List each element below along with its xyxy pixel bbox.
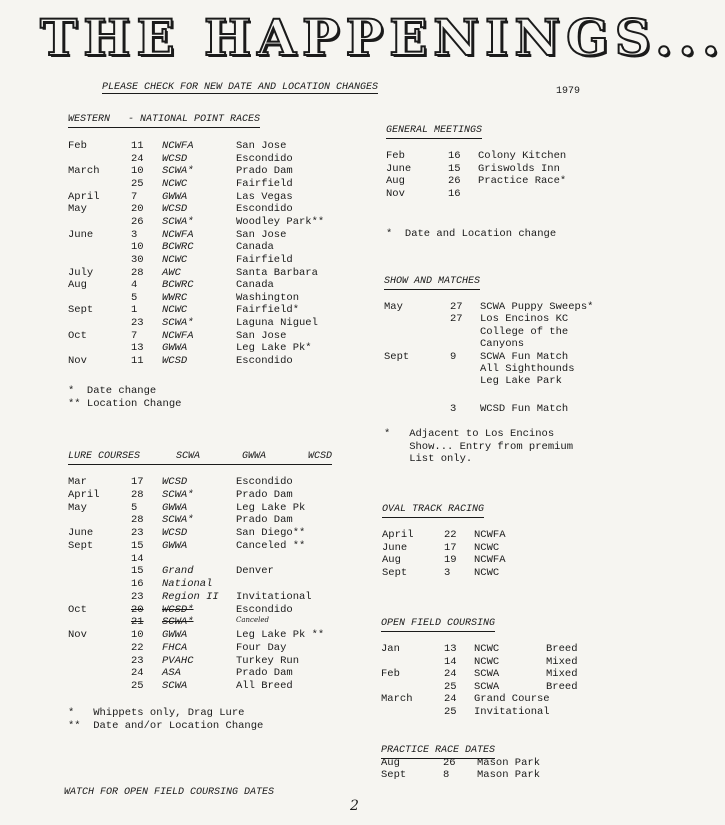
day-cell: 24 <box>131 152 144 165</box>
location-cell: San Diego** <box>236 527 306 539</box>
location-cell: Leg Lake Pk <box>236 501 306 514</box>
club-cell: GWWA <box>162 342 188 355</box>
note-line: * Adjacent to Los Encinos <box>384 428 555 440</box>
table-row <box>68 241 328 253</box>
location-cell: Santa Barbara <box>236 266 318 279</box>
day-cell: 11 <box>131 140 144 152</box>
month-cell: Sept <box>381 769 407 782</box>
table-row <box>381 757 641 769</box>
table-row <box>386 175 646 187</box>
day-cell: 30 <box>131 253 144 266</box>
club-cell: Griswolds Inn <box>478 162 560 175</box>
lure-heading: LURE COURSES SCWA GWWA WCSD <box>68 451 332 465</box>
month-cell: April <box>382 529 414 541</box>
general-note: * Date and Location change <box>386 228 557 240</box>
club-cell: AWC <box>162 266 181 279</box>
month-cell: Jan <box>381 643 400 655</box>
location-cell: Washington <box>236 291 300 304</box>
table-row <box>68 203 328 215</box>
location-cell: Denver <box>236 565 274 578</box>
newsletter-title: THE HAPPENINGS... <box>40 8 725 67</box>
table-row <box>384 403 644 415</box>
club-cell: ASA <box>162 667 181 680</box>
day-cell: 26 <box>131 215 144 228</box>
location-cell: San Jose <box>236 228 287 241</box>
month-cell: Aug <box>386 175 405 187</box>
table-row <box>68 565 328 577</box>
location-cell: Canada <box>236 241 274 254</box>
location-cell: Prado Dam <box>236 514 293 527</box>
month-cell: Feb <box>68 140 87 152</box>
shows-heading: SHOW AND MATCHES <box>384 276 480 290</box>
page-number: 2 <box>350 798 359 814</box>
day-cell: 17 <box>131 476 144 488</box>
day-cell: 7 <box>131 190 138 203</box>
day-cell: 20 <box>131 203 144 216</box>
table-row <box>68 330 328 342</box>
note-line: Show... Entry from premium <box>384 440 574 453</box>
table-row <box>386 150 646 162</box>
table-row <box>68 578 328 590</box>
location-cell: Prado Dam <box>236 667 293 680</box>
date-change-banner: PLEASE CHECK FOR NEW DATE AND LOCATION CHANGES <box>102 82 379 93</box>
month-cell: Nov <box>386 187 405 200</box>
day-cell: 17 <box>444 541 457 554</box>
day-cell: 23 <box>131 590 144 603</box>
table-row <box>68 304 328 316</box>
club-cell: NCWC <box>474 566 500 579</box>
club-cell: National <box>162 578 213 590</box>
day-cell: 28 <box>131 488 144 501</box>
location-cell: Prado Dam <box>236 488 293 501</box>
location-cell: San Jose <box>236 329 287 342</box>
western-heading: WESTERN - NATIONAL POINT RACES <box>68 114 260 128</box>
table-row <box>386 163 646 175</box>
month-cell: April <box>68 190 100 203</box>
table-row <box>68 680 328 692</box>
month-cell: May <box>68 501 87 514</box>
club-cell: NCWC <box>162 177 188 190</box>
club-cell: WCSD <box>162 476 188 488</box>
table-row <box>68 254 328 266</box>
club-cell: SCWA* <box>162 488 194 501</box>
club-cell: Mason Park <box>477 757 541 769</box>
month-cell: Sept <box>68 539 94 552</box>
year: 1979 <box>556 86 581 97</box>
month-cell: June <box>386 162 412 175</box>
table-row <box>68 527 328 539</box>
table-row <box>68 489 328 501</box>
club-cell: NCWC <box>474 655 500 668</box>
day-cell: 7 <box>131 329 138 342</box>
day-cell: 9 <box>450 350 457 363</box>
club-cell: NCWFA <box>162 228 194 241</box>
location-cell: Turkey Run <box>236 654 300 667</box>
table-row <box>68 629 328 641</box>
table-row <box>68 655 328 667</box>
month-cell: Sept <box>384 350 410 363</box>
table-row <box>68 317 328 329</box>
month-cell: March <box>68 165 100 178</box>
month-cell: Feb <box>386 150 405 162</box>
month-cell: Aug <box>381 757 400 769</box>
table-row <box>384 313 644 325</box>
day-cell: 22 <box>444 529 457 541</box>
day-cell: 13 <box>444 643 457 655</box>
month-cell: June <box>68 527 94 539</box>
club-cell: SCWA* <box>162 165 194 178</box>
location-cell: Fairfield <box>236 253 293 266</box>
day-cell: 25 <box>131 680 144 692</box>
day-cell: 16 <box>448 150 461 162</box>
location-cell: Escondido <box>236 476 293 488</box>
month-cell: Sept <box>68 304 94 317</box>
table-row <box>68 502 328 514</box>
table-row <box>68 355 328 367</box>
location-cell: Woodley Park** <box>236 215 325 228</box>
day-cell: 13 <box>131 342 144 355</box>
location-cell: Fairfield <box>236 177 293 190</box>
club-cell: Leg Lake Park <box>480 375 562 388</box>
oval-heading: OVAL TRACK RACING <box>382 504 484 518</box>
club-cell: WCSD <box>162 355 188 368</box>
day-cell: 5 <box>131 291 138 304</box>
table-row <box>68 540 328 552</box>
club-cell: NCWC <box>474 541 500 554</box>
club-cell: NCWFA <box>162 140 194 152</box>
day-cell: 24 <box>131 667 144 680</box>
table-row <box>382 567 642 579</box>
table-row <box>68 514 328 526</box>
table-row <box>381 706 641 718</box>
day-cell: 23 <box>131 317 144 330</box>
day-cell: 23 <box>131 654 144 667</box>
month-cell: June <box>68 228 94 241</box>
table-row <box>68 642 328 654</box>
practice-heading: PRACTICE RACE DATES <box>381 745 495 759</box>
location-cell: San Jose <box>236 140 287 152</box>
day-cell: 16 <box>448 187 461 200</box>
open-field-footer: WATCH FOR OPEN FIELD COURSING DATES <box>64 787 275 798</box>
location-cell: Escondido <box>236 152 293 165</box>
club-cell: Grand <box>162 565 194 578</box>
general-heading: GENERAL MEETINGS <box>386 125 482 139</box>
table-row <box>384 363 644 375</box>
club-cell: Practice Race* <box>478 175 567 187</box>
day-cell: 23 <box>131 527 144 539</box>
club-cell: GWWA <box>162 629 188 641</box>
month-cell: Nov <box>68 629 87 641</box>
location-cell: Breed <box>546 643 578 655</box>
month-cell: Nov <box>68 355 87 368</box>
day-cell: 3 <box>444 566 451 579</box>
club-cell: Los Encinos KC <box>480 313 569 326</box>
location-cell: Invitational <box>236 590 312 603</box>
day-cell: 14 <box>131 552 144 565</box>
table-row <box>68 591 328 603</box>
club-cell: WCSD Fun Match <box>480 403 569 415</box>
club-cell: SCWA Fun Match <box>480 350 569 363</box>
location-cell: Four Day <box>236 641 287 654</box>
table-row <box>68 667 328 679</box>
day-cell: 4 <box>131 279 138 292</box>
table-row <box>382 542 642 554</box>
day-cell: 24 <box>444 668 457 680</box>
location-cell: Mixed <box>546 668 578 680</box>
club-cell: SCWA* <box>162 215 194 228</box>
location-cell: Canada <box>236 279 274 292</box>
day-cell: 27 <box>450 301 463 313</box>
month-cell: Sept <box>382 566 408 579</box>
club-cell: Invitational <box>474 705 550 718</box>
day-cell: 27 <box>450 313 463 326</box>
club-cell: SCWA Puppy Sweeps* <box>480 301 594 313</box>
location-cell: Leg Lake Pk ** <box>236 629 325 641</box>
table-row <box>68 165 328 177</box>
table-row <box>381 668 641 680</box>
month-cell: Aug <box>382 554 401 566</box>
table-row <box>384 301 644 313</box>
table-row <box>68 191 328 203</box>
location-cell: Fairfield* <box>236 304 300 317</box>
note-line: ** Location Change <box>68 397 182 410</box>
club-cell: GWWA <box>162 190 188 203</box>
club-cell: Colony Kitchen <box>478 150 567 162</box>
note-line: * Date change <box>68 385 157 397</box>
club-cell: NCWFA <box>474 554 506 566</box>
club-cell: Grand Course <box>474 693 550 705</box>
month-cell: April <box>68 488 100 501</box>
note-line: * Whippets only, Drag Lure <box>68 707 245 719</box>
club-cell: Region II <box>162 590 219 603</box>
location-cell: Laguna Niguel <box>236 317 318 330</box>
day-cell: 8 <box>443 769 450 782</box>
club-cell: WCSD <box>162 527 188 539</box>
day-cell: 15 <box>448 162 461 175</box>
day-cell: 16 <box>131 578 144 590</box>
table-row <box>381 681 641 693</box>
club-cell: SCWA* <box>162 317 194 330</box>
month-cell: Oct <box>68 603 87 616</box>
club-cell: Canyons <box>480 338 525 351</box>
table-row <box>68 267 328 279</box>
club-cell: NCWC <box>474 643 500 655</box>
location-cell: All Breed <box>236 680 293 692</box>
location-cell: Mixed <box>546 655 578 668</box>
day-cell: 28 <box>131 266 144 279</box>
table-row <box>384 375 644 387</box>
club-cell: GWWA <box>162 501 188 514</box>
table-row <box>381 656 641 668</box>
location-cell: Escondido <box>236 355 293 368</box>
club-cell: College of the <box>480 325 569 338</box>
club-cell: SCWA <box>474 668 500 680</box>
club-cell: SCWA* <box>162 514 194 527</box>
club-cell: All Sighthounds <box>480 363 575 375</box>
table-row <box>381 769 641 781</box>
day-cell: 3 <box>450 403 457 415</box>
month-cell: Feb <box>381 668 400 680</box>
day-cell: 15 <box>131 539 144 552</box>
table-row <box>68 342 328 354</box>
club-cell: SCWA* <box>162 616 194 629</box>
day-cell: 11 <box>131 355 144 368</box>
location-cell: Leg Lake Pk* <box>236 342 312 355</box>
club-cell: NCWC <box>162 304 188 317</box>
table-row <box>68 229 328 241</box>
table-row <box>382 554 642 566</box>
table-row <box>386 188 646 200</box>
day-cell: 15 <box>131 565 144 578</box>
month-cell: Oct <box>68 329 87 342</box>
day-cell: 20 <box>131 603 144 616</box>
table-row <box>384 326 644 338</box>
table-row <box>68 140 328 152</box>
day-cell: 14 <box>444 655 457 668</box>
club-cell: NCWFA <box>474 529 506 541</box>
location-cell: Escondido <box>236 603 293 616</box>
day-cell: 25 <box>131 177 144 190</box>
table-row <box>68 616 328 628</box>
day-cell: 26 <box>443 757 456 769</box>
month-cell: May <box>68 203 87 216</box>
note-line: ** Date and/or Location Change <box>68 719 264 732</box>
club-cell: BCWRC <box>162 241 194 254</box>
table-row <box>68 153 328 165</box>
day-cell: 3 <box>131 228 138 241</box>
location-cell: Las Vegas <box>236 190 293 203</box>
table-row <box>384 338 644 350</box>
open-field-heading: OPEN FIELD COURSING <box>381 618 495 632</box>
table-row <box>68 476 328 488</box>
day-cell: 25 <box>444 705 457 718</box>
month-cell: June <box>382 541 408 554</box>
day-cell: 10 <box>131 629 144 641</box>
day-cell: 19 <box>444 554 457 566</box>
day-cell: 10 <box>131 241 144 254</box>
table-row <box>381 643 641 655</box>
club-cell: BCWRC <box>162 279 194 292</box>
note-line: List only. <box>384 453 473 465</box>
club-cell: WCSD* <box>162 603 194 616</box>
table-row <box>382 529 642 541</box>
table-row <box>68 178 328 190</box>
club-cell: WCSD <box>162 203 188 216</box>
club-cell: SCWA <box>474 680 500 693</box>
month-cell: May <box>384 301 403 313</box>
club-cell: WCSD <box>162 152 188 165</box>
location-cell: Canceled ** <box>236 539 306 552</box>
month-cell: July <box>68 266 94 279</box>
table-row <box>68 216 328 228</box>
table-row <box>68 604 328 616</box>
day-cell: 10 <box>131 165 144 178</box>
day-cell: 24 <box>444 693 457 705</box>
table-row <box>68 279 328 291</box>
club-cell: WWRC <box>162 291 188 304</box>
location-cell: Prado Dam <box>236 165 293 178</box>
club-cell: NCWC <box>162 253 188 266</box>
table-row <box>68 292 328 304</box>
day-cell: 25 <box>444 680 457 693</box>
table-row <box>384 351 644 363</box>
club-cell: GWWA <box>162 539 188 552</box>
handwritten-canceled-note: Canceled <box>236 616 269 624</box>
month-cell: Aug <box>68 279 87 292</box>
day-cell: 26 <box>448 175 461 187</box>
club-cell: Mason Park <box>477 769 541 782</box>
location-cell: Escondido <box>236 203 293 216</box>
day-cell: 22 <box>131 641 144 654</box>
day-cell: 28 <box>131 514 144 527</box>
month-cell: March <box>381 693 413 705</box>
day-cell: 1 <box>131 304 138 317</box>
table-row <box>68 553 328 565</box>
club-cell: SCWA <box>162 680 188 692</box>
location-cell: Breed <box>546 680 578 693</box>
day-cell: 21 <box>131 616 144 629</box>
month-cell: Mar <box>68 476 87 488</box>
club-cell: PVAHC <box>162 654 194 667</box>
day-cell: 5 <box>131 501 138 514</box>
club-cell: FHCA <box>162 641 188 654</box>
club-cell: NCWFA <box>162 329 194 342</box>
table-row <box>381 693 641 705</box>
